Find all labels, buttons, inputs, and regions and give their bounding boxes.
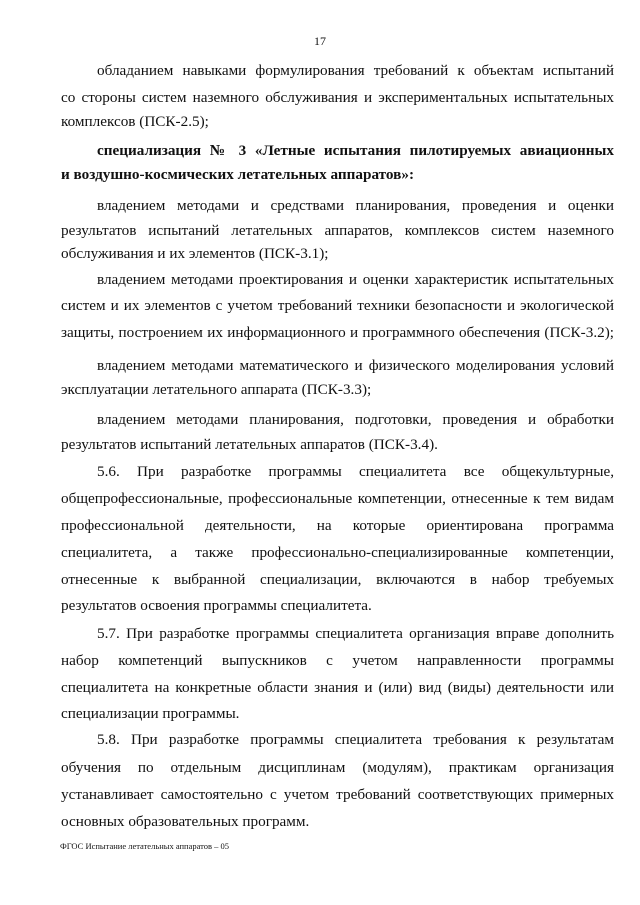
text-line: со стороны систем наземного обслуживания и экспериментальных испытательных [61,89,614,106]
text-line: обладанием навыками формулирования требований к объектам испытаний [97,62,614,79]
text-line: общепрофессиональные, профессиональные компетенции, отнесенные к тем видам [61,490,614,507]
text-line: отнесенные к выбранной специализации, включаются в набор требуемых [61,571,614,588]
text-line: результатов освоения программы специалитета. [61,597,372,614]
text-line: владением методами проектирования и оценки характеристик испытательных [97,271,614,288]
text-line: защиты, построением их информационного и программного обеспечения (ПСК-3.2); [61,324,614,341]
text-line: обучения по отдельным дисциплинам (модулям), практикам организация [61,759,614,776]
text-line: результатов испытаний летательных аппаратов, комплексов систем наземного [61,222,614,239]
text-line: профессиональной деятельности, на которые ориентирована программа [61,517,614,534]
text-line: основных образовательных программ. [61,813,310,830]
specialization-heading-line: и воздушно-космических летательных аппаратов»: [61,166,414,183]
text-line: комплексов (ПСК-2.5); [61,113,209,130]
text-line: владением методами математического и физического моделирования условий [97,357,614,374]
text-line: 5.8. При разработке программы специалитета требования к результатам [97,731,614,748]
text-line: систем и их элементов с учетом требований техники безопасности и экологической [61,297,614,314]
text-line: 5.7. При разработке программы специалитета организация вправе дополнить [97,625,614,642]
page-number: 17 [314,34,326,48]
text-line: устанавливает самостоятельно с учетом требований соответствующих примерных [61,786,614,803]
document-footer: ФГОС Испытание летательных аппаратов – 05 [60,841,230,851]
text-line: специалитета, а также профессионально-специализированные компетенции, [61,544,614,561]
text-line: 5.6. При разработке программы специалитета все общекультурные, [97,463,614,480]
text-line: владением методами планирования, подготовки, проведения и обработки [97,411,614,428]
text-line: набор компетенций выпускников с учетом направленности программы [61,652,614,669]
text-line: владением методами и средствами планирования, проведения и оценки [97,197,614,214]
text-line: эксплуатации летательного аппарата (ПСК-3.3); [61,381,372,398]
text-line: специализации программы. [61,705,240,722]
text-line: результатов испытаний летательных аппаратов (ПСК-3.4). [61,436,438,453]
specialization-heading-line: специализация № 3 «Летные испытания пилотируемых авиационных [97,142,614,159]
text-line: обслуживания и их элементов (ПСК-3.1); [61,245,329,262]
text-line: специалитета на конкретные области знания и (или) вид (виды) деятельности или [61,679,614,696]
